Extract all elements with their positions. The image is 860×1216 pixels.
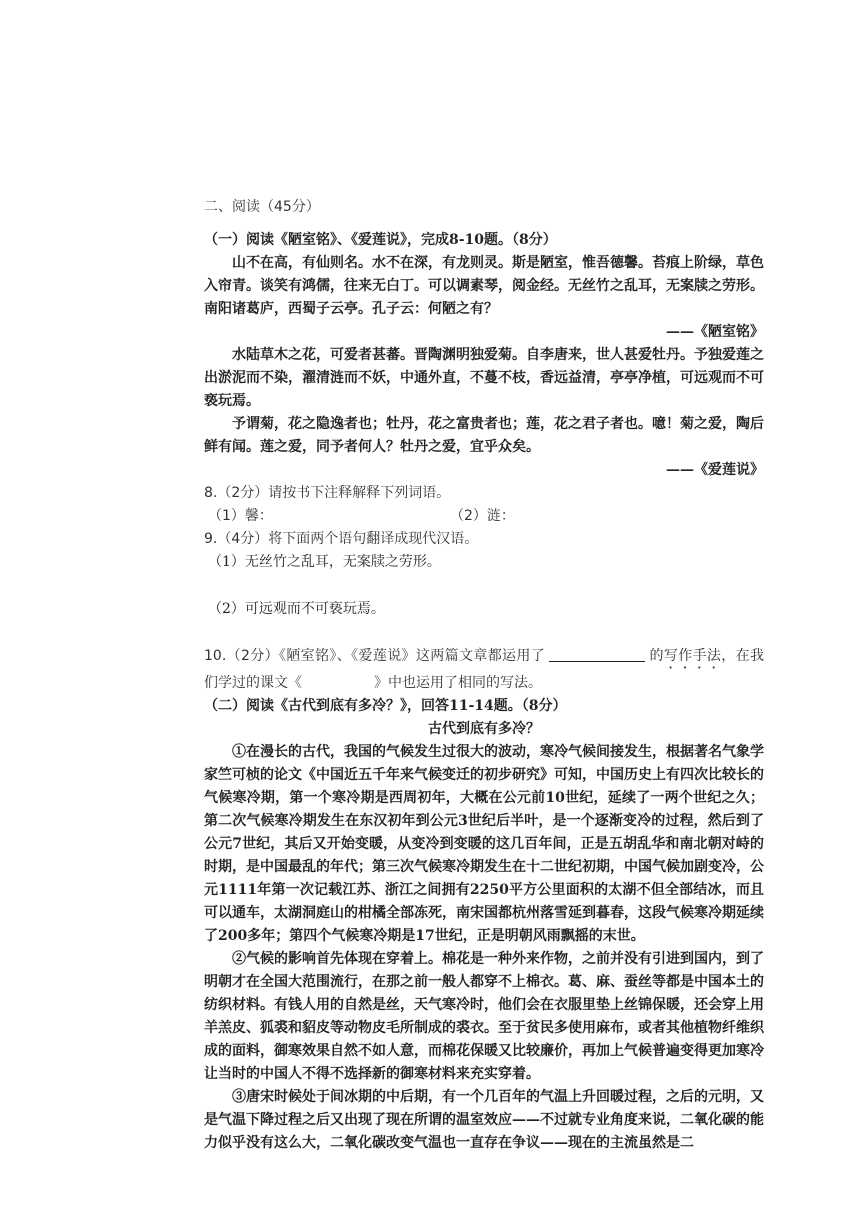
part1-heading: （一）阅读《陋室铭》、《爱莲说》，完成8-10题。（8分） [204, 232, 557, 248]
q9-stem: 9.（4分）将下面两个语句翻译成现代汉语。 [204, 531, 479, 547]
q10-answer-blank[interactable] [549, 647, 645, 662]
q10-text-d: ，在我们学过的课文《 [204, 648, 765, 691]
q8-item-1: （1）馨： [208, 508, 273, 524]
q8-item-2: （2）涟： [450, 508, 515, 524]
article-para-3: ③唐宋时候处于间冰期的中后期，有一个几百年的气温上升回暖过程，之后的元明，又是气温下降过程之后又出现了现在所谓的温室效应——不过就专业角度来说，二氧化碳的能力似乎没有这么大，二氧化碳改变气温也一直存在争议——现在的主流虽然是二 [204, 1089, 764, 1151]
q9-item-2: （2）可远观而不可亵玩焉。 [208, 601, 385, 617]
ailianshuo-text-2: 予谓菊，花之隐逸者也；牡丹，花之富贵者也；莲，花之君子者也。噫！菊之爱，陶后鲜有闻。莲之爱，同予者何人？牡丹之爱，宜乎众矣。 [204, 416, 764, 455]
ailianshuo-source: ——《爱莲说》 [666, 462, 764, 478]
loushiming-text: 山不在高，有仙则名。水不在深，有龙则灵。斯是陋室，惟吾德馨。苔痕上阶绿，草色入帘青。谈笑有鸿儒，往来无白丁。可以调素琴，阅金经。无丝竹之乱耳，无案牍之劳形。南阳诸葛庐，西蜀子云亭。孔子云：何陋之有？ [204, 255, 764, 317]
reading-section [204, 196, 764, 1155]
q10-text-a: 10.（2分）《陋室铭》、《爱莲说》这两篇文章都运用了 [204, 648, 546, 664]
loushiming-source: ——《陋室铭》 [666, 324, 764, 340]
part2-heading: （二）阅读《古代到底有多冷？》，回答11-14题。（8分） [204, 698, 567, 714]
section-title: 二、阅读（45分） [204, 199, 320, 215]
q8-stem: 8.（2分）请按书下注释解释下列词语。 [204, 485, 451, 501]
q10-text-e: 》中也运用了相同的写法。 [374, 675, 542, 691]
q9-item-1: （1）无丝竹之乱耳，无案牍之劳形。 [208, 554, 441, 570]
article-para-2: ②气候的影响首先体现在穿着上。棉花是一种外来作物，之前并没有引进到国内，到了明朝才在全国大范围流行，在那之前一般人都穿不上棉衣。葛、麻、蚕丝等都是中国本土的纺织材料。有钱人用的自然是丝，天气寒冷时，他们会在衣服里垫上丝锦保暖，还会穿上用羊羔皮、狐裘和貂皮等动物皮毛所制成的裘衣。至于贫民多使用麻布，或者其他植物纤维织成的面料，御寒效果自然不如人意，而棉花保暖又比较廉价，再加上气候普遍变得更加寒冷让当时的中国人不得不选择新的御寒材料来充实穿着。 [204, 951, 764, 1082]
q10-text-b: 的 [649, 648, 664, 664]
q8-items [204, 505, 764, 528]
article-title: 古代到底有多冷？ [428, 721, 540, 737]
q10-question [204, 645, 764, 695]
q10-emphasis: 写作手法 [663, 648, 722, 664]
article-para-1: ①在漫长的古代，我国的气候发生过很大的波动，寒冷气候间接发生，根据著名气象学家竺可桢的论文《中国近五千年来气候变迁的初步研究》可知，中国历史上有四次比较长的气候寒冷期，第一个寒冷期是西周初年，大概在公元前10世纪，延续了一两个世纪之久；第二次气候寒冷期发生在东汉初年到公元3世纪后半叶，是一个逐渐变冷的过程，然后到了公元7世纪，其后又开始变暖，从变冷到变暖的这几百年间，正是五胡乱华和南北朝对峙的时期，是中国最乱的年代；第三次气候寒冷期发生在十二世纪初期，中国气候加剧变冷，公元1111年第一次记载江苏、浙江之间拥有2250平方公里面积的太湖不但全部结冰，而且可以通车，太湖洞庭山的柑橘全部冻死，南宋国都杭州落雪延到暮春，这段气候寒冷期延续了200多年；第四个气候寒冷期是17世纪，正是明朝风雨飘摇的末世。 [204, 744, 764, 944]
ailianshuo-text-1: 水陆草木之花，可爱者甚蕃。晋陶渊明独爱菊。自李唐来，世人甚爱牡丹。予独爱莲之出淤泥而不染，濯清涟而不妖，中通外直，不蔓不枝，香远益清，亭亭净植，可远观而不可亵玩焉。 [204, 347, 764, 409]
